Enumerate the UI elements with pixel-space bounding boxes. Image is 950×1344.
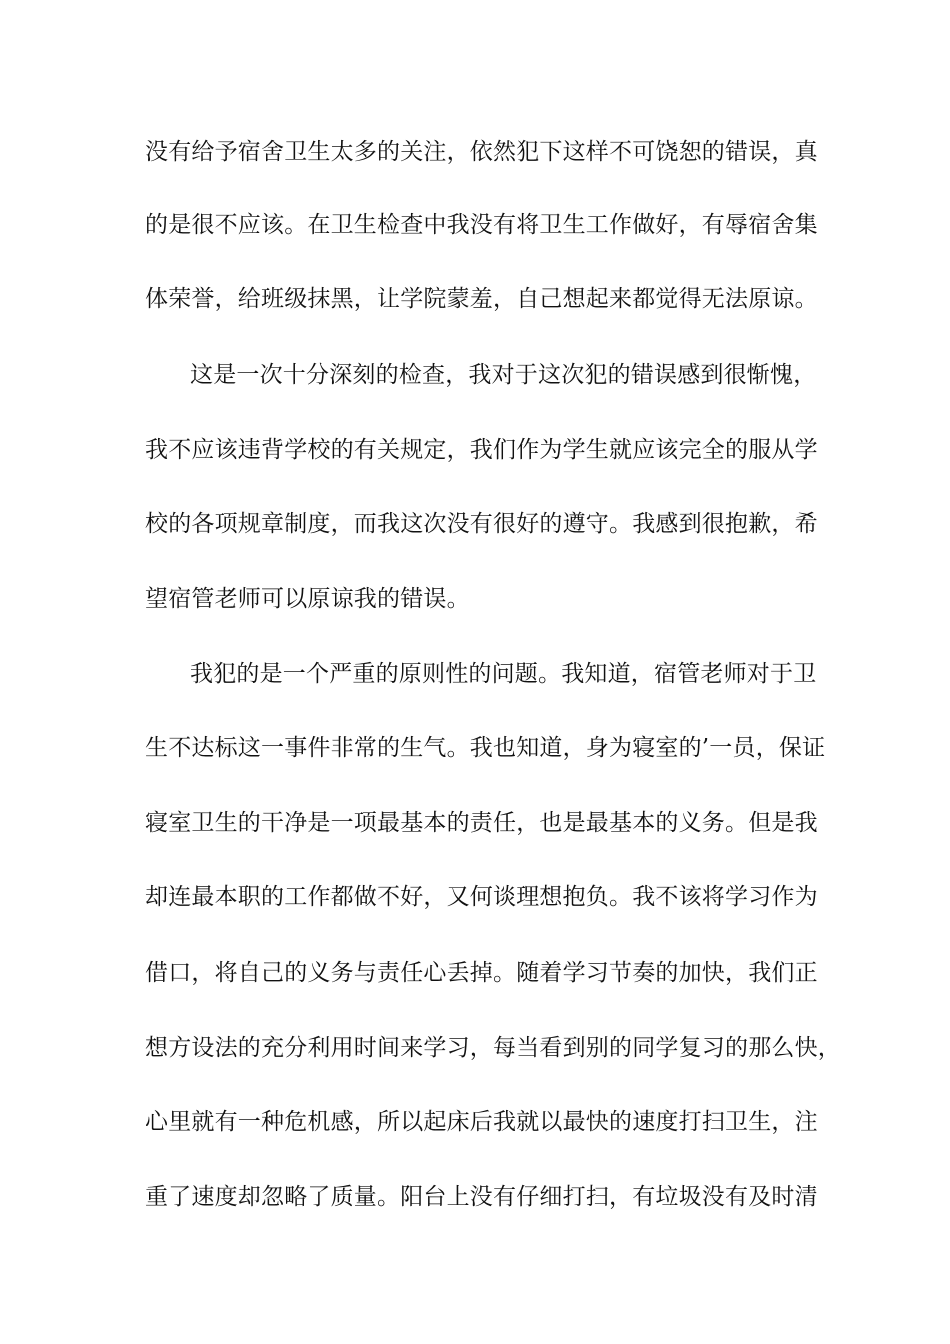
text-line-9: 生不达标这一事件非常的生气。我也知道，身为寝室的’一员，保证 — [145, 735, 826, 761]
text-line-12: 借口，将自己的义务与责任心丢掉。随着学习节奏的加快，我们正 — [145, 960, 818, 986]
text-line-6: 校的各项规章制度，而我这次没有很好的遵守。我感到很抱歉，希 — [145, 511, 818, 537]
text-line-4: 这是一次十分深刻的检查，我对于这次犯的错误感到很惭愧， — [190, 362, 817, 388]
text-line-3: 体荣誉，给班级抹黑，让学院蒙羞，自己想起来都觉得无法原谅。 — [145, 286, 818, 312]
text-line-13: 想方设法的充分利用时间来学习，每当看到别的同学复习的那么快， — [145, 1035, 841, 1061]
text-line-14: 心里就有一种危机感，所以起床后我就以最快的速度打扫卫生，注 — [145, 1109, 818, 1135]
text-line-1: 没有给予宿舍卫生太多的关注，依然犯下这样不可饶恕的错误，真 — [145, 139, 818, 165]
text-line-2: 的是很不应该。在卫生检查中我没有将卫生工作做好，有辱宿舍集 — [145, 212, 818, 238]
text-line-7: 望宿管老师可以原谅我的错误。 — [145, 586, 470, 612]
text-line-11: 却连最本职的工作都做不好，又何谈理想抱负。我不该将学习作为 — [145, 884, 818, 910]
text-line-10: 寝室卫生的干净是一项最基本的责任，也是最基本的义务。但是我 — [145, 810, 818, 836]
text-line-8: 我犯的是一个严重的原则性的问题。我知道，宿管老师对于卫 — [190, 661, 817, 687]
text-line-5: 我不应该违背学校的有关规定，我们作为学生就应该完全的服从学 — [145, 437, 818, 463]
text-line-15: 重了速度却忽略了质量。阳台上没有仔细打扫，有垃圾没有及时清 — [145, 1184, 818, 1210]
